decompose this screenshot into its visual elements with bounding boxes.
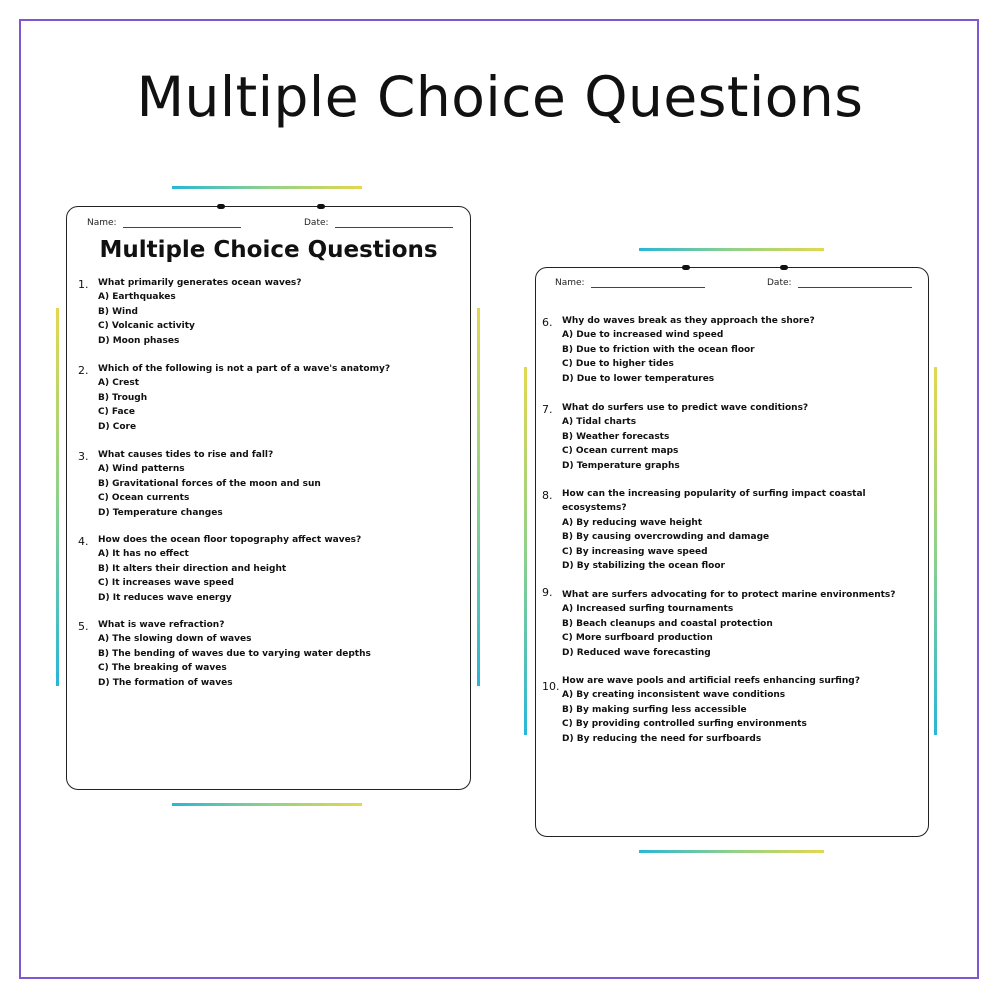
question-number: 2. [78,364,89,377]
binder-clip [780,265,788,270]
question-text: How are wave pools and artificial reefs enhancing surfing? [562,676,860,686]
answer-option: D) Due to lower temperatures [562,373,715,384]
answer-option: D) Core [98,421,137,432]
decor-line [639,248,824,251]
question-block [542,586,896,660]
answer-option: B) Gravitational forces of the moon and sun [98,478,321,489]
question-text: Why do waves break as they approach the shore? [562,316,815,326]
date-label: Date: [767,278,792,288]
answer-option: B) It alters their direction and height [98,563,287,574]
question-text: What do surfers use to predict wave conditions? [562,403,809,413]
question-text: How can the increasing popularity of surfing impact coastal [562,489,866,499]
answer-option: D) Temperature graphs [562,460,680,471]
answer-option: A) Crest [98,378,140,389]
answer-option: A) Wind patterns [98,464,185,475]
answer-option: A) The slowing down of waves [98,634,252,645]
question-block [78,362,391,434]
question-block [542,401,809,473]
date-label: Date: [304,218,329,228]
question-number: 6. [542,316,553,329]
question-block [542,487,866,573]
answer-option: C) The breaking of waves [98,663,227,674]
date-line [798,287,912,288]
answer-option: A) Increased surfing tournaments [562,604,734,615]
answer-option: C) More surfboard production [562,633,713,644]
answer-option: C) Ocean current maps [562,446,679,457]
decor-line [56,308,59,686]
answer-option: D) It reduces wave energy [98,592,232,603]
answer-option: A) It has no effect [98,549,189,560]
answer-option: A) By reducing wave height [562,517,703,528]
answer-option: B) The bending of waves due to varying water depths [98,648,371,659]
question-text: What primarily generates ocean waves? [98,278,302,288]
answer-option: C) Face [98,407,135,418]
answer-option: D) By reducing the need for surfboards [562,733,762,744]
answer-option: A) Tidal charts [562,417,637,428]
binder-clip [217,204,225,209]
answer-option: B) By causing overcrowding and damage [562,532,770,543]
answer-option: C) Volcanic activity [98,321,195,332]
question-text: What causes tides to rise and fall? [98,450,274,460]
question-block [78,448,321,520]
decor-line [477,308,480,686]
answer-option: D) By stabilizing the ocean floor [562,561,725,572]
name-field [555,278,705,288]
answer-option: D) The formation of waves [98,677,233,688]
answer-option: B) Weather forecasts [562,431,670,442]
answer-option: A) Due to increased wind speed [562,330,724,341]
answer-option: C) It increases wave speed [98,578,234,589]
binder-clip [317,204,325,209]
worksheet-title: Multiple Choice Questions [99,237,438,263]
decor-line [934,367,937,735]
answer-option: C) By providing controlled surfing environments [562,719,807,730]
question-text: Which of the following is not a part of a wave's anatomy? [98,364,391,374]
worksheet-page-1 [66,206,471,790]
answer-option: C) Ocean currents [98,493,190,504]
question-number: 3. [78,450,89,463]
answer-option: B) Beach cleanups and coastal protection [562,618,773,629]
decor-line [639,850,824,853]
answer-option: A) By creating inconsistent wave conditions [562,690,786,701]
date-field [304,218,453,228]
answer-option: C) By increasing wave speed [562,546,708,557]
question-text: What are surfers advocating for to protect marine environments? [562,590,896,600]
answer-option: C) Due to higher tides [562,359,674,370]
question-text: What is wave refraction? [98,620,225,630]
question-text-continued: ecosystems? [562,503,627,514]
answer-option: B) By making surfing less accessible [562,704,747,715]
name-label: Name: [555,278,585,288]
name-field [87,218,241,228]
answer-option: B) Wind [98,306,138,317]
answer-option: B) Due to friction with the ocean floor [562,344,755,355]
date-field [767,278,912,288]
question-number: 10. [542,680,560,693]
answer-option: A) Earthquakes [98,292,176,303]
question-number: 4. [78,535,89,548]
page-title: Multiple Choice Questions [136,65,864,129]
name-line [123,227,241,228]
question-block [78,533,362,605]
worksheet-page-2 [535,267,929,837]
answer-option: D) Temperature changes [98,507,223,518]
answer-option: B) Trough [98,392,148,403]
question-number: 7. [542,403,553,416]
question-block [78,276,302,348]
question-text: How does the ocean floor topography affect waves? [98,535,362,545]
binder-clip [682,265,690,270]
question-number: 5. [78,620,89,633]
question-number: 1. [78,278,89,291]
question-block [542,314,815,386]
decor-line [172,803,362,806]
decor-line [524,367,527,735]
question-number: 9. [542,586,553,599]
question-block [78,618,371,690]
question-block [542,674,860,746]
decor-line [172,186,362,189]
answer-option: D) Reduced wave forecasting [562,647,711,658]
name-label: Name: [87,218,117,228]
question-number: 8. [542,489,553,502]
answer-option: D) Moon phases [98,335,180,346]
date-line [335,227,453,228]
name-line [591,287,705,288]
